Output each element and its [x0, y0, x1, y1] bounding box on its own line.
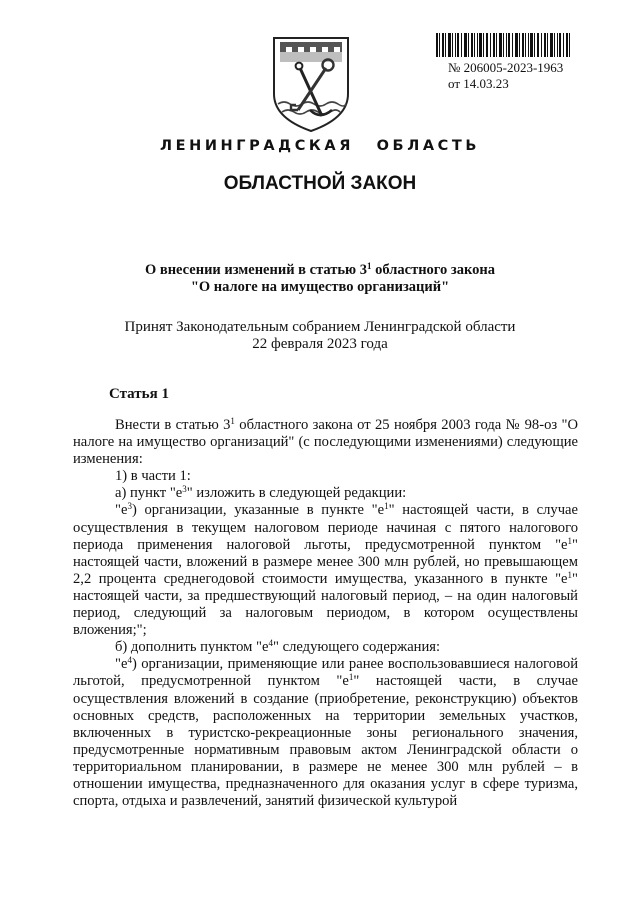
paragraph-e3-text: "$е^3$) организации, указанные в пункте "$е^1$" настоящей части, в случае осуществления в текущем налоговом периоде начиная с пятого налогового периода применения налоговой льготы, предусмотренной пунктом "$е^1$" настоящей части, вложений в размере менее 300 млн рублей, но превышающем 2,2 процента среднегодовой стоимости имущества, указанного в пункте "$е^1$" настоящей части, за предшествующий налоговый период, – на один налоговый период, следующий за налоговым периодом, в котором осуществлены вложения;"; [73, 501, 578, 639]
registration-date: от 14.03.23 [448, 76, 509, 91]
coat-of-arms-icon [270, 34, 352, 134]
law-title-line-1: О внесении изменений в статью $3^1$ областного закона [144, 261, 496, 278]
registration-block [448, 60, 563, 92]
paragraph-part-1: 1) в части 1: [115, 468, 191, 485]
barcode-icon [436, 33, 570, 57]
paragraph-intro: Внести в статью $3^1$ областного закона от 25 ноября 2003 года № 98-оз "О налоге на имущество организаций" (с последующими изменениями) следующие изменения: [73, 416, 578, 468]
adoption-note [0, 319, 640, 353]
adoption-date: 22 февраля 2023 года [252, 336, 388, 352]
registration-number: № 206005-2023-1963 [448, 60, 564, 75]
law-type-heading: ОБЛАСТНОЙ ЗАКОН [223, 173, 417, 194]
paragraph-item-b: б) дополнить пунктом "$е^4$" следующего содержания: [115, 638, 441, 656]
region-heading: ЛЕНИНГРАДСКАЯ ОБЛАСТЬ [159, 138, 481, 154]
law-title [0, 262, 640, 296]
law-title-line-2: "О налоге на имущество организаций" [190, 279, 450, 295]
article-heading: Статья 1 [109, 386, 169, 402]
paragraph-item-a: а) пункт "$е^3$" изложить в следующей редакции: [115, 484, 407, 502]
paragraph-e4-text: "$е^4$) организации, применяющие или ранее воспользовавшиеся налоговой льготой, предусмотренной пунктом "$е^1$" настоящей части, в случае осуществления вложений в создание (приобретение, реконструкцию) объектов основных средств, расположенных на территории земельных участков, включенных в туристско-рекреационные зоны регионального значения, предусмотренные нормативным правовым актом Ленинградской области о территориальном планировании, в размере не менее 300 млн рублей – в отношении имущества, предназначенного для оказания услуг в сфере туризма, спорта, отдыха и развлечений, занятий физической культурой [73, 655, 578, 810]
article-body [73, 417, 578, 810]
adoption-line-1: Принят Законодательным собранием Ленинградской области [124, 319, 516, 335]
